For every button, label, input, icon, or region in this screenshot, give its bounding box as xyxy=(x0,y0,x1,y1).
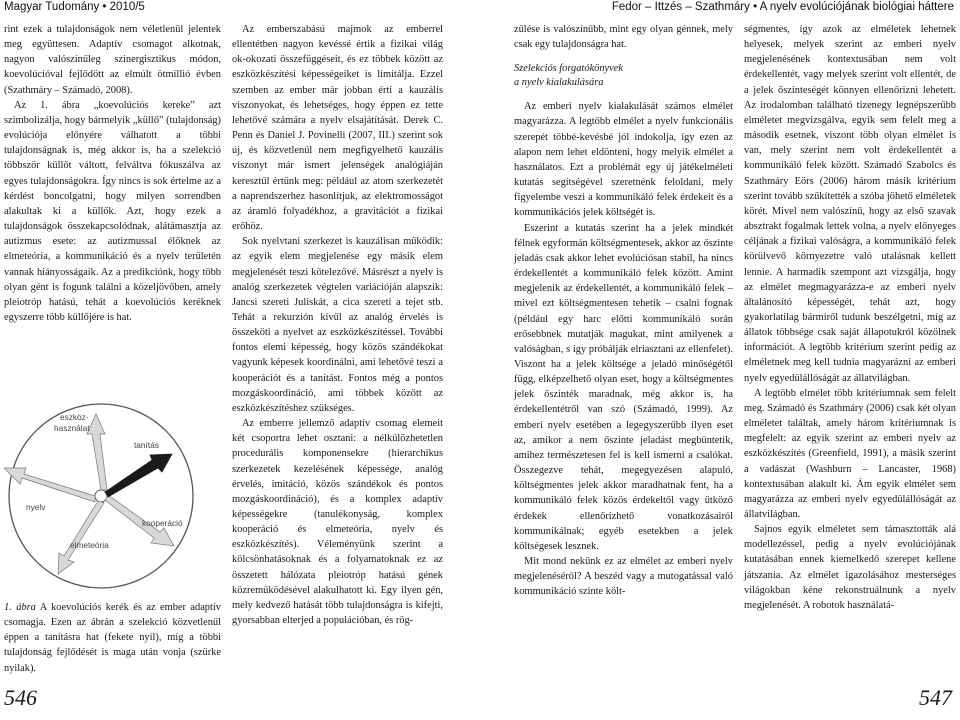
column-4 xyxy=(744,22,956,613)
spoke-arrow-tool-use xyxy=(87,414,107,490)
paragraph: Az emberre jellemző adaptív csomag elemeit két csoportra lehet osztani: a nélkülözhetetlen procedurális komponensekre (hierarchikus szerkezetek kezelésének képessége, analóg érvelés, imitáció, közös szándékok és pontos mozgáskoordináció), és a komplex adaptív képességekre (tanulékonyság, komplex kooperáció és elmeteória, nyelv és eszközkészítés). Véleményünk szerint a kölcsönhatásoknak és a folyamatoknak ez az összetett hálózata pleiotróp hatású gének közreműködésével alakulhatott ki. Egy ilyen gén, mely kedvező hatását több tulajdonságra is kifejti, gyorsabban elterjed a populációban, és rög- xyxy=(232,418,443,627)
section-heading xyxy=(514,62,733,90)
paragraph: Az emberszabású majmok az emberrel ellentétben nagyon kevéssé értik a fizikai világ ok-okozati összefüggéseit, és ez többek között az eszközkészítési képességeiket is limitálja. Ezzel szemben az ember már jobban érti a kauzális viszonyokat, és lehetséges, hogy éppen ez tette lehetővé számára a nyelv elsajátítását. Derek C. Penn és Daniel J. Povinelli (2007, III.) szerint sok új, és közvetlenül nem megfigyelhető kauzális viszonyt már ismert jelenségek analógiáján keresztül értünk meg: például az atom szerkezetét a naprendszerhez hasonlítjuk, az elektromosságot az áramló folyadékhoz, a gravitációt a fizikai erőhöz. xyxy=(232,24,443,233)
label-cooperation: kooperáció xyxy=(142,518,183,528)
coevolution-wheel-diagram xyxy=(4,386,204,598)
figure-caption-label: 1. ábra xyxy=(4,602,36,613)
page-number-right: 547 xyxy=(919,685,952,710)
label-theory-of-mind: elmeteória xyxy=(70,540,109,550)
running-header-right: Fedor – Ittzés – Szathmáry • A nyelv evolúciójának biológiai háttere xyxy=(611,1,954,13)
spoke-arrow-language xyxy=(4,468,95,502)
paragraph: Sajnos egyik elméletet sem támasztották alá modellezéssel, pedig a nyelv evolúciójának kutatásában ennek kiemelkedő szerepet kellene játszania. Az elmélet igazolásához mesterséges világokban kéne rekonstruálnunk a nyelv megjelenését. A robotok használatá- xyxy=(744,524,956,611)
label-tool-use-2: használat xyxy=(54,423,90,433)
paragraph: ségmentes, így azok az elméletek lehetnek helyesek, melyek szerint az emberi nyelv megjelenésének kontextusában nem volt érdekellentét, vagy melyek szerint volt ellentét, de a jelek őszinteségét könnyen ellenőrizni lehetett. Az irodalomban található tizenegy legnépszerűbb elméletet megvizsgálva, egyik sem felelt meg a második esetnek, viszont több olyan elmélet is van, mely szerint nem volt érdekellentét a kommunikáló felek között. Számadó Szabolcs és Szathmáry Eörs (2006) három másik kritérium szerint tovább szűkítették a szóba jöhető elméletek körét. Mivel nem valószínű, hogy az első szavak absztrakt fogalmak lettek volna, a nyelv előnyeges céljának a fizikai valóságra, a kommunikáló felek körülvevő környezetre való utalásnak kellett lennie. A harmadik szempont azt vizsgálja, hogy az elmélet megmagyarázza-e az emberi nyelv általánosító képességét, tehát azt, hogy gyakorlatilag bármiről tudunk beszélgetni, míg az állatok többsége csak saját állapotukról közölnek információt. A legtöbb kritérium szerint pedig az elméletnek meg kell tudnia magyarázni az emberi nyelv egyedülállóságát az állatvilágban. xyxy=(744,24,956,384)
paragraph: Mit mond nekünk ez az elmélet az emberi nyelv megjelenéséről? A beszéd vagy a mutogatással való kommunikáció szinte költ- xyxy=(514,556,733,598)
figure-caption xyxy=(4,600,221,676)
label-tool-use-1: eszköz- xyxy=(60,412,89,422)
spoke-arrow-theory-of-mind xyxy=(58,501,104,574)
column-3 xyxy=(514,22,733,599)
paragraph: zülése is valószínűbb, mint egy olyan génnek, mely csak egy tulajdonságra hat. xyxy=(514,24,733,51)
coevolution-wheel-figure xyxy=(4,386,204,598)
paragraph: Az 1. ábra „koevolúciós kereke” azt szimbolizálja, hogy bármelyik „küllő” (tulajdonság) evolúciója előnyére válhatott a többi tulajdonságnak is, még akkor is, ha a szelekció többször küllőt váltott, felváltva fókuszálva az egyes tulajdonságokra. Így nincs is sok értelme az a kérdést boncolgatni, hogy milyen sorrendben alakultak ki a küllők. Azt, hogy ezek a tulajdonságok összekapcsolódnak, alátámasztja az autizmus esete: az autizmussal élőknek az elmeteória, a kommunikáció és a nyelv területén vannak hiányosságaik. Az a predikciónk, hogy több olyan gént is fogunk találni a közeljövőben, amely pleiotróp hatású, tehát a koevolúciós keréknek egyszerre több küllőjére is hat. xyxy=(4,99,221,323)
paragraph: Eszerint a kutatás szerint ha a jelek mindkét félnek egyformán költségmentesek, akkor az őszinte jeladás csak akkor lehet evolúciósan stabil, ha nincs érdekellentét a kommunikáló felek között. Amint megjelenik az érdekellentét, a kommunikáló felek – mivel ezt költségmentesen tehetik – csalni fognak (például egy harc előtti kommunikáló során erősebbnek mutatják magukat, mint amilyenek a valóságban, s így próbálják elriasztani az ellenfelet). Viszont ha a jelek költsége a jeladó minőségétől függ, elképzelhető olyan eset, hogy a költségmentes jelek őszinték maradnak, még akkor is, ha érdekellentétről van szó (Számadó, 1999). Az emberi nyelv esetében a legegyszerűbb ilyen eset az, amikor a nem őszinte jeladást megbüntetik, amihez természetesen fel is kell ismerni a csalókat. Összegezve tehát, megegyezésen alapuló, költségmentes jelek akkor maradhatnak fent, ha a kommunikáló felek közös érdekeltől vagy ütköző érdekek ellenőrizhető vonatkozásairól kommunikálnak; egyéb esetekben a jelek költségesek lesznek. xyxy=(514,222,733,552)
figure-caption-text: A koevolúciós kerék és az ember adaptív csomagja. Ezen az ábrán a szelekció közvetlenül éppen a tanításra hat (fekete nyíl), míg a többi tulajdonság fejlődését is maga után vonja (szürke nyilak). xyxy=(4,602,221,674)
page-number-left: 546 xyxy=(4,685,37,710)
section-heading-line-2: a nyelv kialakulására xyxy=(514,77,604,89)
paragraph: Sok nyelvtani szerkezet is kauzálisan működik: az egyik elem megjelenése egy másik elem megjelenését teszi kötelezővé. Másrészt a nyelv is analóg szerkezetek végtelen variációján alapszik: Jancsi szereti Juliskát, a cica szereti a tejet stb. Tehát a rekurzión kívül az analóg érvelés is összeköti a nyelvet az eszközkészítéssel. További fontos elemi képesség, hogy közös szándékokat vagyunk képesek koordinálni, ami lehetővé teszi a kooperációt és a tanítást. Fontos még a pontos mozgáskoordináció, ami többek között az eszközkészítéshez szükséges. xyxy=(232,236,443,414)
spoke-arrow-teaching-selected xyxy=(105,454,172,497)
section-heading-line-1: Szelekciós forgatókönyvek xyxy=(514,63,623,75)
label-teaching: tanítás xyxy=(134,440,159,450)
paragraph: A legtöbb elmélet több kritériumnak sem felelt meg. Számadó és Szathmáry (2006) csak két olyan elméletet találtak, amely három kritériumnak is megfelelt: az egyik szerint az emberi nyelv az eszközkészítés (Greenfield, 1991), a másik szerint a vadászat (Washburn – Lancaster, 1968) kontextusában alakult ki. Ám egyik elmélet sem magyarázza az emberi nyelv egyedülállóságát az állatvilágban. xyxy=(744,387,956,520)
paragraph: rint ezek a tulajdonságok nem véletlenül jelentek meg együttesen. Adaptív csomagot alkotnak, nagyon valószínűleg szinergisztikus módon, koevolúcióval fejlődött az elmúlt ötmillió évben (Szathmáry – Számadó, 2008). xyxy=(4,24,221,96)
label-language: nyelv xyxy=(26,502,46,512)
column-1 xyxy=(4,22,221,325)
running-header-left: Magyar Tudomány • 2010/5 xyxy=(4,1,145,13)
paragraph: Az emberi nyelv kialakulását számos elmélet magyarázza. A legtöbb elmélet a nyelv funkcionális szerepét többé-kevésbé jól indokolja, így ezen az alapon nem lehet eldönteni, hogy melyik elmélet a használatos. Ezt a problémát egy új játékelméleti kutatás segítségével szeretnénk feloldani, mely figyelembe veszi a kommunikáló felek érdekeit és a kommunikációs jelek költségét is. xyxy=(514,101,733,219)
column-2 xyxy=(232,22,443,628)
